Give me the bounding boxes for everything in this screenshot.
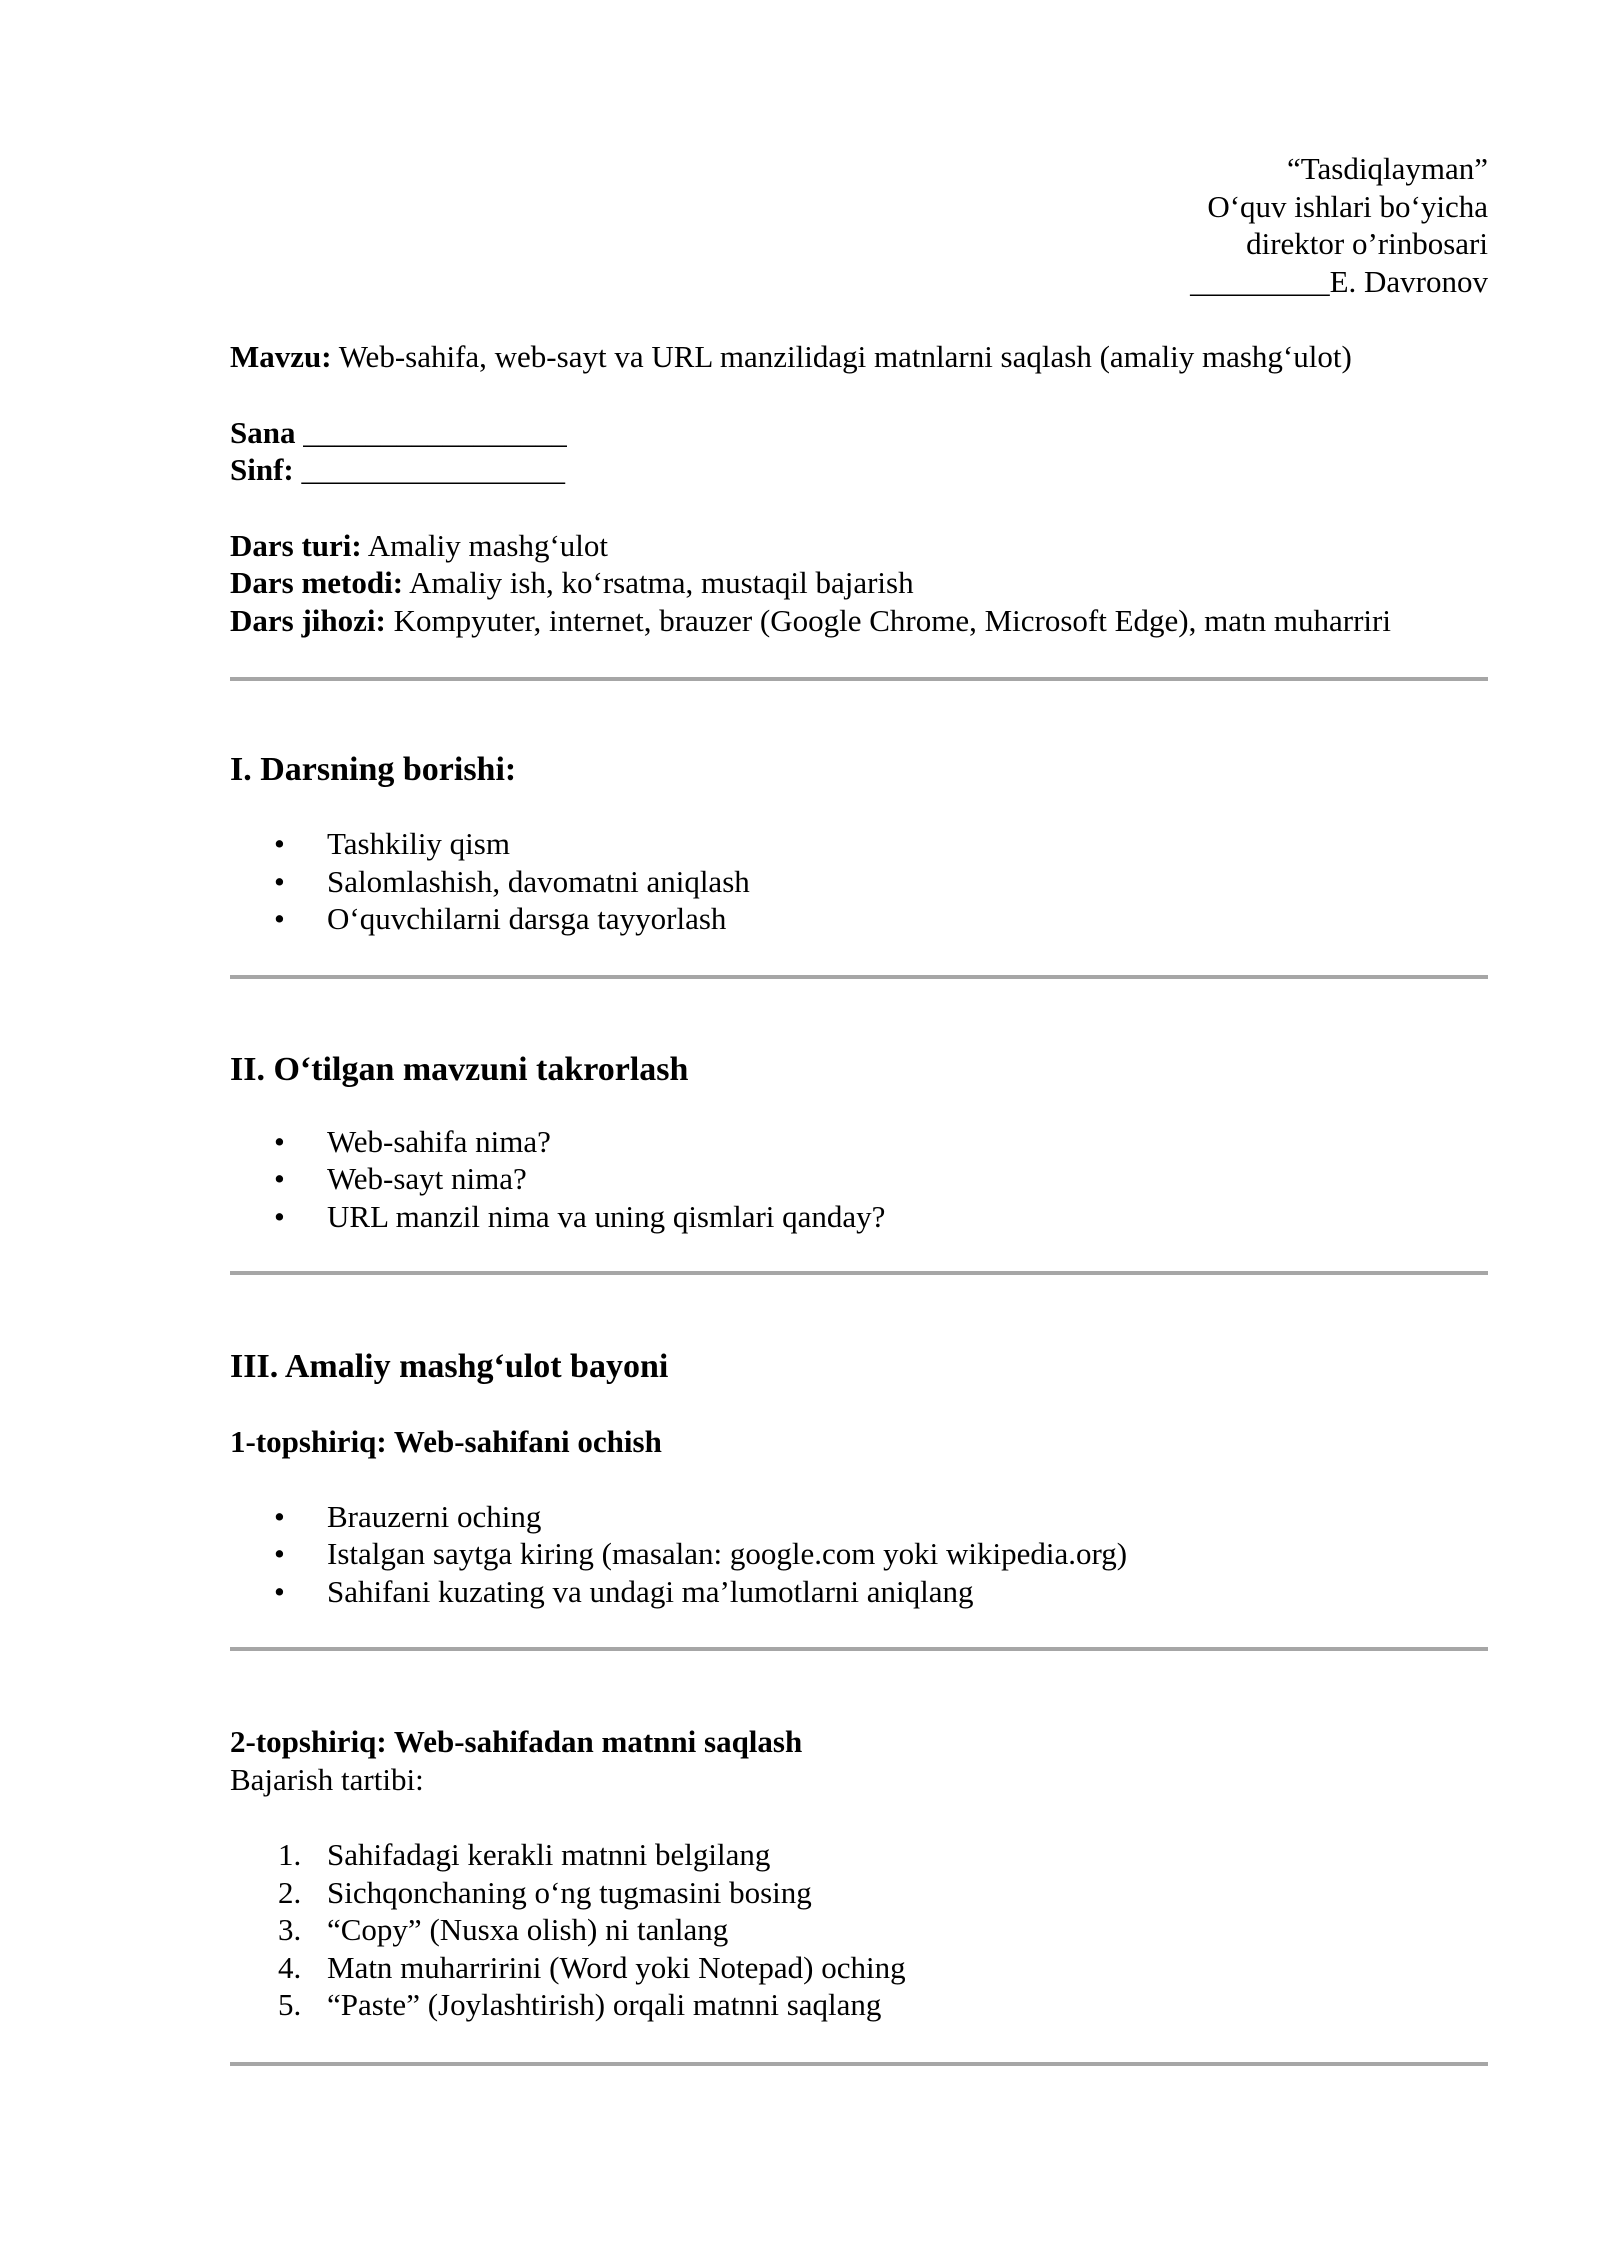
lesson-method-label: Dars metodi: [230,565,404,600]
list-item: 5. “Paste” (Joylashtirish) orqali matnni saqlang [278,1987,882,2022]
list-item: • URL manzil nima va uning qismlari qanday? [274,1198,886,1234]
task2-steps [230,1836,1488,2024]
bullet-icon: • [274,1573,285,1609]
section2-list [230,1123,1488,1236]
date-line [230,414,1488,452]
list-item: 1. Sahifadagi kerakli matnni belgilang [278,1837,771,1872]
list-item: • Brauzerni oching [274,1498,542,1534]
section1-list [230,825,1488,938]
approval-signature: _________E. Davronov [1190,263,1488,299]
class-label: Sinf: [230,452,294,487]
task1-list [230,1498,1488,1611]
section-heading-amaliy-mashgulot: III. Amaliy mashg‘ulot bayoni [230,1348,669,1385]
step-number: 4. [278,1949,302,1985]
section-heading-takrorlash: II. O‘tilgan mavzuni takrorlash [230,1050,689,1088]
approval-block [230,150,1488,300]
lesson-equipment-label: Dars jihozi: [230,602,386,638]
class-line [230,451,1488,489]
lesson-type-line [230,527,1488,565]
list-item: • O‘quvchilarni darsga tayyorlash [274,901,727,936]
lesson-type-value: Amaliy mashg‘ulot [361,527,608,563]
divider [230,975,1488,979]
lesson-equipment-line [230,602,1488,640]
lesson-type-label: Dars turi: [230,527,362,563]
bullet-icon: • [274,1198,285,1234]
document-page [230,150,1488,2066]
bullet-icon: • [274,1536,285,1571]
lesson-equipment-value: Kompyuter, internet, brauzer (Google Chrome, Microsoft Edge), matn muharriri [385,602,1391,638]
bullet-icon: • [274,1498,285,1534]
divider [230,1271,1488,1275]
class-blank: _________________ [293,452,565,487]
list-item: • Sahifani kuzating va undagi ma’lumotlarni aniqlang [274,1573,974,1609]
list-item: 4. Matn muharririni (Word yoki Notepad) oching [278,1949,906,1985]
approval-position-line1: O‘quv ishlari bo‘yicha [1207,188,1488,224]
step-number: 5. [278,1987,302,2022]
bullet-icon: • [274,1123,285,1159]
bullet-icon: • [274,901,285,936]
step-number: 3. [278,1912,302,1947]
lesson-method-value: Amaliy ish, ko‘rsatma, mustaqil bajarish [403,565,914,600]
date-blank: _________________ [295,414,567,450]
list-item: 3. “Copy” (Nusxa olish) ni tanlang [278,1912,729,1947]
divider [230,677,1488,681]
lesson-method-line [230,564,1488,602]
section-heading-darsning-borishi: I. Darsning borishi: [230,751,517,788]
topic-line [230,338,1488,376]
approval-position-line2: direktor o’rinbosari [1246,226,1488,261]
divider [230,2062,1488,2066]
bullet-icon: • [274,1161,285,1196]
date-label: Sana [230,414,296,450]
step-number: 2. [278,1874,302,1910]
topic-value: Web-sahifa, web-sayt va URL manzilidagi matnlarni saqlash (amaliy mashg‘ulot) [331,339,1352,374]
divider [230,1647,1488,1651]
task1-title: 1-topshiriq: Web-sahifani ochish [230,1424,662,1459]
approval-title: “Tasdiqlayman” [1287,151,1488,186]
step-number: 1. [278,1837,302,1872]
bullet-icon: • [274,863,285,899]
list-item: • Salomlashish, davomatni aniqlash [274,863,750,899]
list-item: • Istalgan saytga kiring (masalan: google.com yoki wikipedia.org) [274,1536,1128,1571]
list-item: • Tashkiliy qism [274,826,510,861]
list-item: 2. Sichqonchaning o‘ng tugmasini bosing [278,1874,812,1910]
task2-title: 2-topshiriq: Web-sahifadan matnni saqlash [230,1724,803,1759]
topic-label: Mavzu: [230,339,332,374]
task2-subtitle: Bajarish tartibi: [230,1761,424,1797]
list-item: • Web-sayt nima? [274,1161,527,1196]
list-item: • Web-sahifa nima? [274,1123,551,1159]
bullet-icon: • [274,826,285,861]
